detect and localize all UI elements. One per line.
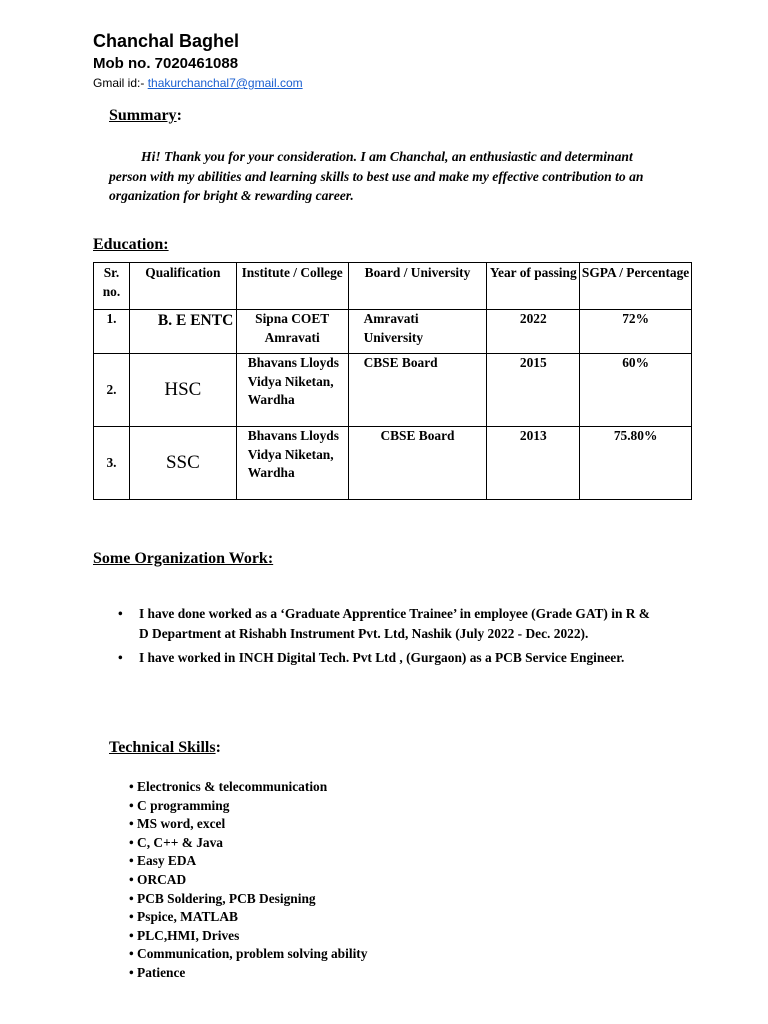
education-table (93, 262, 692, 500)
table-row (94, 427, 692, 500)
bullet-icon: • (118, 650, 123, 665)
bullet-icon: • (129, 797, 138, 813)
list-item-text: I have worked in INCH Digital Tech. Pvt Ltd , (Gurgaon) as a PCB Service Engineer. (139, 650, 625, 665)
skill-text: Patience (137, 964, 186, 980)
list-item (129, 852, 367, 871)
board-cell: Amravati University (348, 310, 487, 354)
institute-cell: Bhavans Lloyds Vidya Niketan, Wardha (236, 354, 348, 427)
list-item (129, 908, 367, 927)
institute-cell: Bhavans Lloyds Vidya Niketan, Wardha (236, 427, 348, 500)
sr-cell: 1. (94, 310, 130, 354)
bullet-icon: • (129, 816, 138, 832)
skill-text: Pspice, MATLAB (137, 909, 238, 925)
mobile-number: Mob no. 7020461088 (93, 55, 239, 72)
organization-heading: Some Organization Work: (93, 550, 274, 567)
summary-heading (109, 107, 182, 125)
bullet-icon: • (129, 927, 138, 943)
list-item (129, 871, 367, 890)
bullet-icon: • (129, 964, 138, 980)
list-item-text: I have done worked as a ‘Graduate Apprentice Trainee’ in employee (Grade GAT) in R & D Department at Rishabh Instrument Pvt. Ltd, Nashik (July 2022 - Dec. 2022). (139, 606, 650, 641)
organization-list (118, 604, 658, 673)
candidate-name: Chanchal Baghel (93, 31, 240, 51)
table-header-row (94, 263, 692, 310)
board-cell: CBSE Board (348, 354, 487, 427)
list-item (118, 648, 658, 668)
bullet-icon: • (129, 909, 138, 925)
qualification-cell: HSC (129, 354, 236, 427)
summary-text (109, 147, 669, 206)
skills-heading-colon: : (215, 739, 221, 756)
qualification-cell: SSC (129, 427, 236, 500)
skill-text: PCB Soldering, PCB Designing (137, 890, 316, 906)
table-row (94, 354, 692, 427)
email-link[interactable]: thakurchanchal7@gmail.com (147, 76, 303, 90)
skill-text: MS word, excel (137, 816, 226, 832)
summary-heading-colon: : (176, 107, 182, 124)
list-item (129, 778, 367, 797)
score-cell: 60% (580, 354, 692, 427)
skill-text: Electronics & telecommunication (137, 779, 328, 794)
skill-text: C, C++ & Java (137, 834, 223, 850)
summary-heading-text: Summary (109, 107, 177, 124)
education-heading: Education: (93, 236, 169, 253)
column-header: Qualification (129, 263, 236, 310)
list-item (129, 964, 367, 983)
skill-text: Easy EDA (137, 853, 197, 869)
skill-text: Communication, problem solving ability (137, 946, 368, 962)
column-header: SGPA / Percentage (580, 263, 692, 310)
email-line (93, 76, 303, 90)
year-cell: 2013 (487, 427, 580, 500)
skill-text: C programming (137, 797, 230, 813)
list-item (129, 815, 367, 834)
institute-cell: Sipna COET Amravati (236, 310, 348, 354)
skills-heading-text: Technical Skills (109, 739, 216, 756)
skill-text: PLC,HMI, Drives (137, 927, 240, 943)
board-cell: CBSE Board (348, 427, 487, 500)
bullet-icon: • (129, 946, 138, 962)
table-row (94, 310, 692, 354)
sr-cell: 2. (94, 354, 130, 427)
list-item (118, 604, 658, 643)
bullet-icon: • (129, 890, 138, 906)
column-header: Year of passing (487, 263, 580, 310)
list-item (129, 927, 367, 946)
bullet-icon: • (129, 779, 138, 794)
column-header: Institute / College (236, 263, 348, 310)
score-cell: 72% (580, 310, 692, 354)
skills-list (129, 778, 367, 983)
bullet-icon: • (129, 853, 138, 869)
skill-text: ORCAD (137, 871, 187, 887)
sr-cell: 3. (94, 427, 130, 500)
column-header: Board / University (348, 263, 487, 310)
bullet-icon: • (129, 871, 138, 887)
email-label: Gmail id:- (93, 76, 148, 90)
list-item (129, 890, 367, 909)
qualification-cell: B. E ENTC (129, 310, 236, 354)
bullet-icon: • (129, 834, 138, 850)
list-item (129, 834, 367, 853)
score-cell: 75.80% (580, 427, 692, 500)
summary-body: Hi! Thank you for your consideration. I am Chanchal, an enthusiastic and determinant person with my abilities and learning skills to best use and make my effective contribution to an organization for bright & rewarding career. (109, 149, 644, 203)
list-item (129, 797, 367, 816)
bullet-icon: • (118, 606, 123, 621)
column-header: Sr. no. (94, 263, 130, 310)
skills-heading (109, 739, 221, 757)
list-item (129, 945, 367, 964)
year-cell: 2022 (487, 310, 580, 354)
year-cell: 2015 (487, 354, 580, 427)
